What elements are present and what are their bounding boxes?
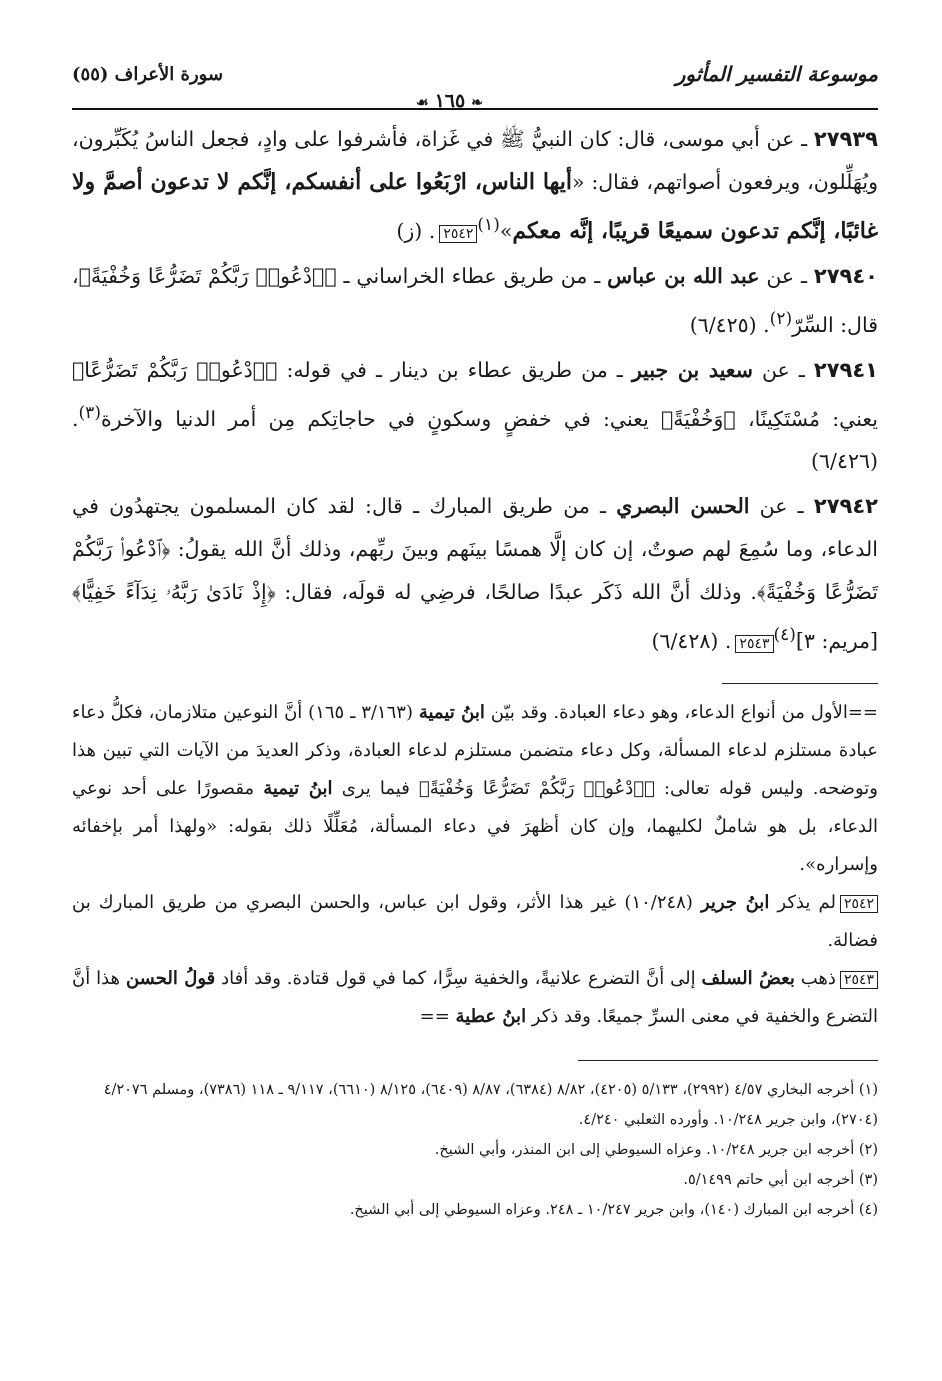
page-number-wrap: ❧١٦٥☙ xyxy=(416,90,483,112)
commentary-number-box: ٢٥٤٢ xyxy=(840,895,878,913)
footnotes-separator xyxy=(578,1060,878,1061)
scholar-name: ابنُ تيمية xyxy=(418,702,485,724)
narration-text: » xyxy=(499,218,513,243)
narration-number: ٢٧٩٤٢ xyxy=(813,494,878,519)
commentary-text: == xyxy=(419,1006,456,1028)
header-rule xyxy=(72,108,878,110)
footnote: (٣) أخرجه ابن أبي حاتم ٥/١٤٩٩. xyxy=(683,1172,878,1189)
page xyxy=(72,52,878,1342)
footnote-ref[interactable]: (٣) xyxy=(78,402,101,423)
commentary-number-box: ٢٥٤٣ xyxy=(840,971,878,989)
narration-text: . (٦/٤٢٦) xyxy=(72,406,878,474)
commentary-text: إلى أنَّ التضرع علانيةً، والخفية سِرًّا، كما في قول قتادة. وقد أفاد xyxy=(215,968,702,990)
commentary-text: لم يذكر xyxy=(769,892,836,914)
narration-text: ـ من طريق عطاء بن دينار ـ في قوله: ﴿ٱدْعُوا۟ رَبَّكُمْ تَضَرُّعًا﴾ يعني: مُسْتَكِينًا، ﴿وَخُفْيَةً﴾ يعني: في خفضٍ وسكونٍ في حاجاتِكم مِن أمر الدنيا والآخرة xyxy=(72,357,878,431)
book-title: موسوعة التفسير المأثور xyxy=(675,62,878,86)
scholar-name: ابنُ جرير xyxy=(700,892,770,914)
narration-text: ـ عن xyxy=(759,263,814,288)
narration-number: ٢٧٩٤٠ xyxy=(813,263,878,288)
commentary-text: (٣/١٦٣ ـ ١٦٥) أنَّ النوعين متلازمان، فكلُّ دعاء عبادة مستلزم لدعاء المسألة، وكل دعاء متضمن مستلزم لدعاء العبادة، وذكر العديدَ من الآيات التي تبين هذا وتوضحه. وليس قوله تعالى: ﴿ٱدْعُوا۟ رَبَّكُمْ تَضَرُّعًا وَخُفْيَةً﴾ فيما يرى xyxy=(72,702,878,800)
narration-number: ٢٧٩٤١ xyxy=(813,357,878,382)
narration xyxy=(72,485,878,663)
scholar-name: قولُ الحسن xyxy=(125,968,216,990)
commentary-text: (١٠/٢٤٨) غير هذا الأثر، وقول ابن عباس، والحسن البصري من طريق المبارك بن فضالة. xyxy=(72,892,878,952)
footnote: (٢) أخرجه ابن جرير ١٠/٢٤٨. وعزاه السيوطي إلى ابن المنذر، وأبي الشيخ. xyxy=(434,1142,878,1159)
commentary-ref-box[interactable]: ٢٥٤٢ xyxy=(439,225,477,243)
narration-text: ـ عن xyxy=(749,494,814,519)
narration-text: ـ من طريق المبارك ـ قال: لقد كان المسلمون يجتهدُون في الدعاء، وما سُمِعَ لهم صوتٌ، إن كان إلَّا همسًا بينَهم وبينَ ربِّهم، وذلك أنَّ الله يقولُ: ﴿ٱدْعُوا۟ رَبَّكُمْ تَضَرُّعًا وَخُفْيَةً﴾. وذلك أنَّ الله ذَكَر عبدًا صالحًا، فرضِي له قولَه، فقال: ﴿إِذْ نَادَىٰ رَبَّهُۥ نِدَآءً خَفِيًّا﴾ [مريم: ٣] xyxy=(72,494,878,654)
narration-text: . (٦/٤٢٨) xyxy=(651,629,732,654)
surah-label: سورة الأعراف (٥٥) xyxy=(72,64,224,85)
footnote-ref[interactable]: (٤) xyxy=(773,625,796,646)
narrator-name: الحسن البصري xyxy=(616,494,750,519)
commentary-text: هذا أنَّ التضرع والخفية في معنى السرِّ جميعًا. وقد ذكر xyxy=(72,968,878,1028)
footnote-ref[interactable]: (٢) xyxy=(769,308,793,329)
narration xyxy=(72,118,878,253)
commentary-ref-box[interactable]: ٢٥٤٣ xyxy=(735,635,773,653)
commentary-text: ذهب xyxy=(794,968,836,990)
commentary-section xyxy=(72,694,878,1036)
commentary-separator xyxy=(722,683,878,684)
footnote: (٤) أخرجه ابن المبارك (١٤٠)، وابن جرير ١٠/٢٤٧ ـ ٢٤٨. وعزاه السيوطي إلى أبي الشيخ. xyxy=(349,1202,878,1219)
narration-text: . (ز) xyxy=(396,218,436,243)
hadith-quote: أيها الناس، ارْبَعُوا على أنفسكم، إنَّكم لا تدعون أصمَّ ولا غائبًا، إنَّكم تدعون سميعًا قريبًا، إنَّه معكم xyxy=(72,169,878,244)
footnote: (١) أخرجه البخاري ٤/٥٧ (٢٩٩٢)، ٥/١٣٣ (٤٢٠٥)، ٨/٨٢ (٦٣٨٤)، ٨/٨٧ (٦٤٠٩)، ٨/١٢٥ (٦٦١٠)، ٩/١١٧ ـ ١١٨ (٧٣٨٦)، ومسلم ٤/٢٠٧٦ (٢٧٠٤)، وابن جرير ١٠/٢٤٨. وأورده الثعلبي ٤/٢٤٠. xyxy=(103,1082,878,1129)
commentary-text: مقصورًا على أحد نوعي الدعاء، بل هو شاملٌ لكليهما، وإن كان أظهرَ في دعاء المسألة، مُعَلِّلًا ذلك بقوله: «ولهذا أمر بإخفائه وإسراره». xyxy=(72,778,878,876)
narration xyxy=(72,255,878,347)
footnote-ref[interactable]: (١) xyxy=(477,215,500,235)
commentary-text: ==الأول من أنواع الدعاء، وهو دعاء العبادة. وقد بيّن xyxy=(484,702,879,724)
narration-number: ٢٧٩٣٩ xyxy=(813,127,878,151)
narration xyxy=(72,349,878,484)
narration-text: ـ من طريق عطاء الخراساني ـ ﴿ٱدْعُوا۟ رَبَّكُمْ تَضَرُّعًا وَخُفْيَةً﴾، قال: السِّرّ xyxy=(72,263,878,337)
commentary-paragraph xyxy=(72,694,878,884)
narrator-name: عبد الله بن عباس xyxy=(607,263,760,288)
commentary-paragraph xyxy=(72,884,878,960)
scholar-name: ابنُ عطية xyxy=(455,1006,527,1028)
page-number: ١٦٥ xyxy=(434,90,466,112)
narration-text: . (٦/٤٢٥) xyxy=(689,312,770,337)
narration-text: ـ عن xyxy=(752,357,814,382)
narrator-name: سعيد بن جبير xyxy=(631,357,753,382)
footnotes xyxy=(72,1075,878,1225)
commentary-paragraph xyxy=(72,960,878,1036)
narration-text: ـ عن أبي موسى، قال: كان النبيُّ ﷺ في غَزاة، فأشرفوا على وادٍ، فجعل الناسُ يُكَبِّرون، ويُهَلِّلون، ويرفعون أصواتهم، فقال: « xyxy=(72,127,878,194)
scholar-name: بعضُ السلف xyxy=(701,968,795,990)
scholar-name: ابنُ تيمية xyxy=(263,778,333,800)
page-header xyxy=(72,52,878,118)
